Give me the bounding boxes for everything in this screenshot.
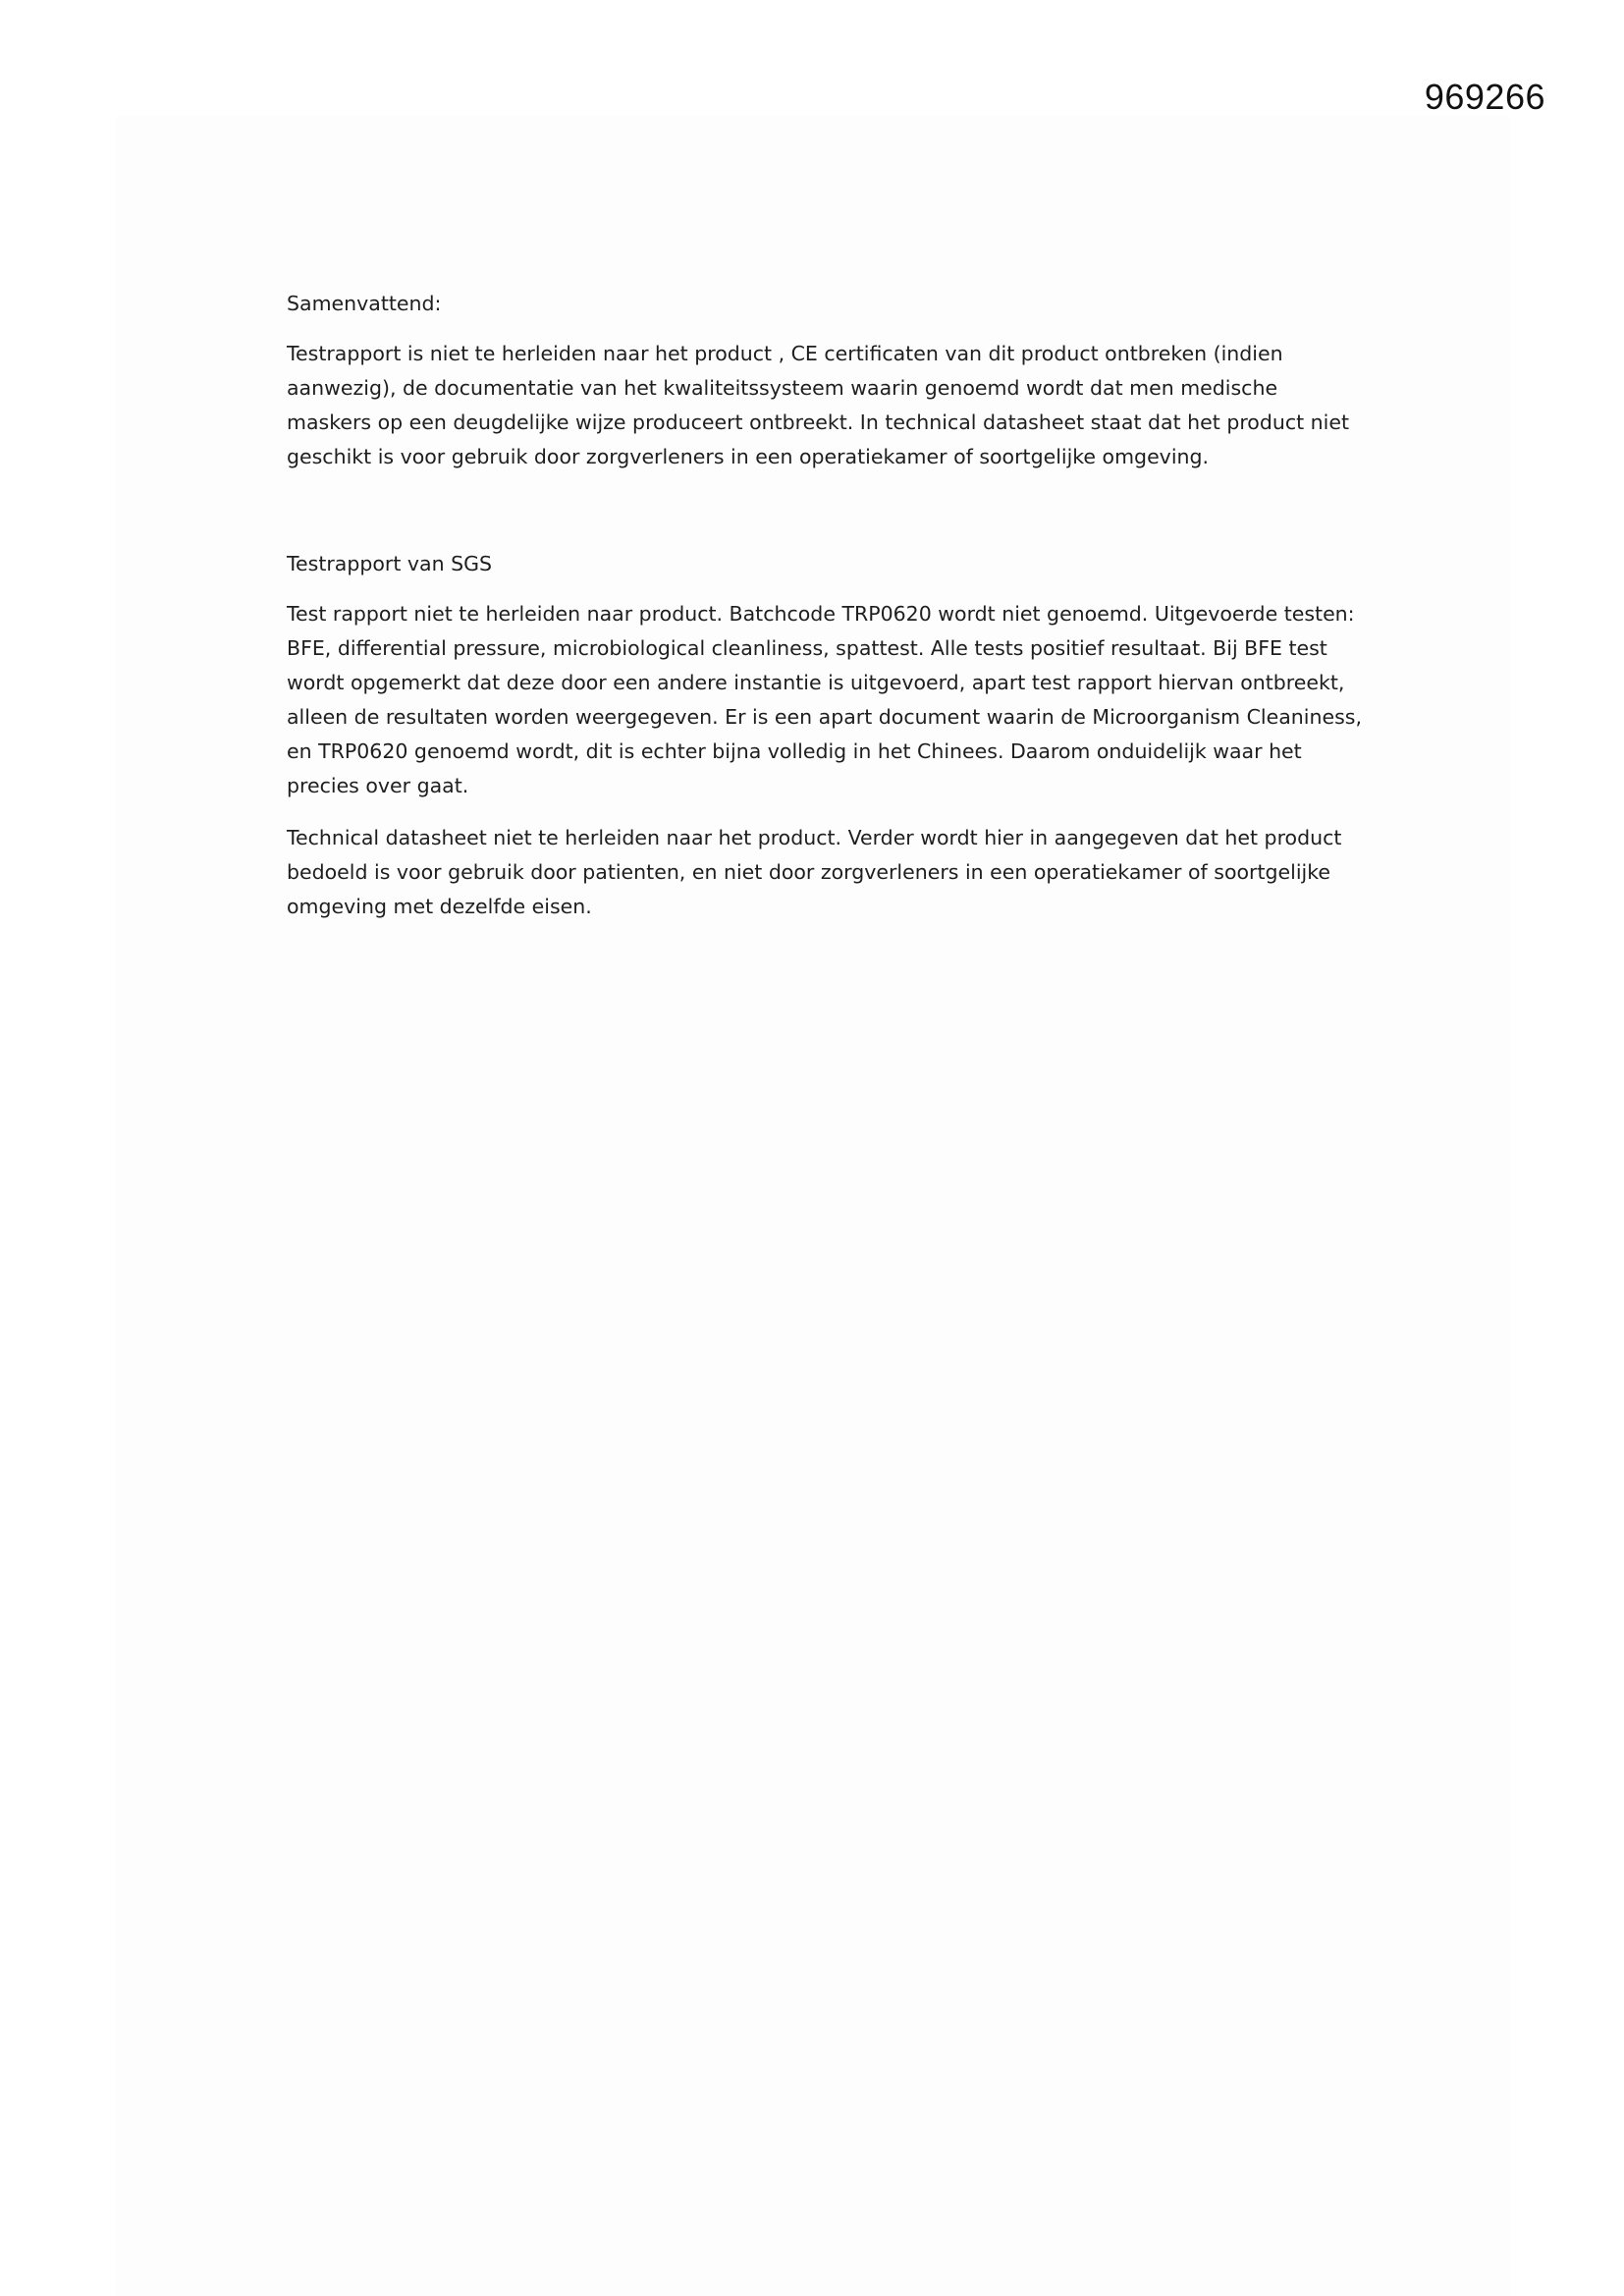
sgs-report-heading: Testrapport van SGS [287,552,493,575]
summary-heading: Samenvattend: [287,292,442,315]
document-body [287,287,1367,942]
summary-paragraph: Testrapport is niet te herleiden naar het product , CE certificaten van dit product ontbreken (indien aanwezig), de documentatie van het kwaliteitssysteem waarin genoemd wordt dat men medische maskers op een deugdelijke wijze produceert ontbreekt. In technical datasheet staat dat het product niet geschikt is voor gebruik door zorgverleners in een operatiekamer of soortgelijke omgeving. [287,342,1350,468]
document-number: 969266 [1424,77,1545,117]
datasheet-paragraph: Technical datasheet niet te herleiden naar het product. Verder wordt hier in aangegeven dat het product bedoeld is voor gebruik door patienten, en niet door zorgverleners in een operatiekamer of soortgelijke omgeving met dezelfde eisen. [287,826,1342,918]
sgs-report-section [287,547,1367,924]
summary-section [287,287,1367,474]
section-spacer [287,492,1367,547]
sgs-report-paragraph: Test rapport niet te herleiden naar product. Batchcode TRP0620 wordt niet genoemd. Uitgevoerde testen: BFE, differential pressure, microbiological cleanliness, spattest. Alle tests positief resultaat. Bij BFE test wordt opgemerkt dat deze door een andere instantie is uitgevoerd, apart test rapport hiervan ontbreekt, alleen de resultaten worden weergegeven. Er is een apart document waarin de Microorganism Cleaniness, en TRP0620 genoemd wordt, dit is echter bijna volledig in het Chinees. Daarom onduidelijk waar het precies over gaat. [287,602,1362,797]
